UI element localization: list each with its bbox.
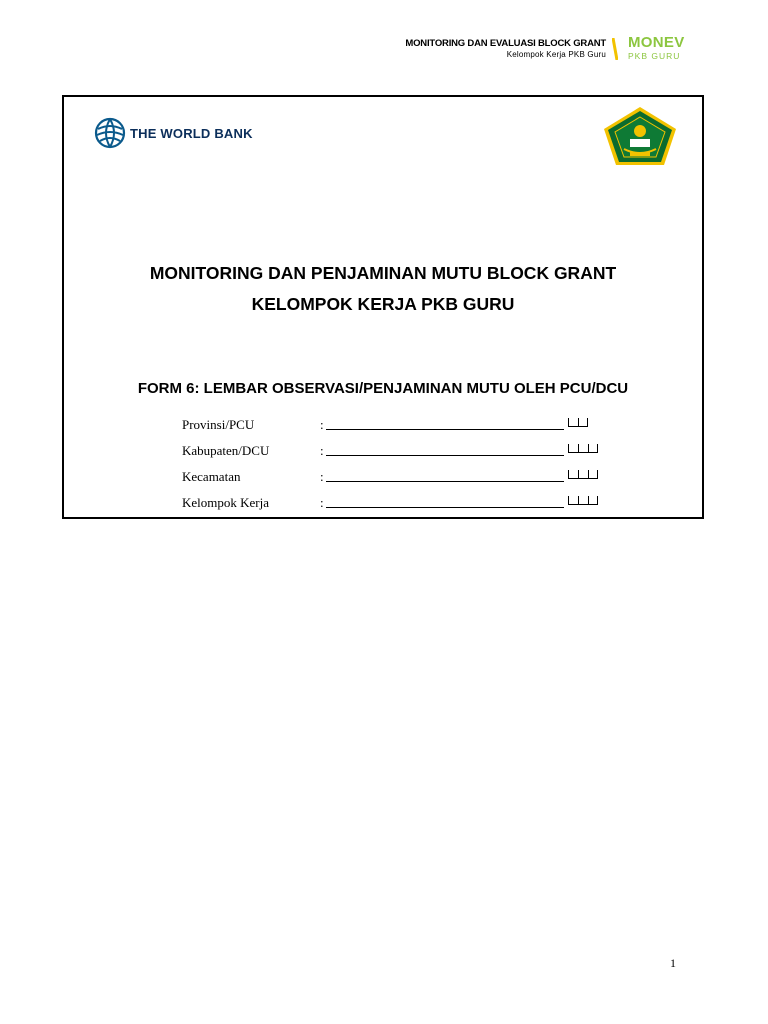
kelompok-kerja-code-boxes[interactable]	[568, 496, 598, 505]
field-label: Kelompok Kerja	[182, 495, 270, 510]
world-bank-text: THE WORLD BANK	[130, 125, 253, 141]
page-header	[0, 34, 768, 74]
page-number: 1	[670, 956, 676, 970]
code-box[interactable]	[578, 470, 588, 479]
kecamatan-code-boxes[interactable]	[568, 470, 598, 479]
code-box[interactable]	[588, 496, 598, 505]
header-text	[405, 38, 606, 60]
code-box[interactable]	[588, 444, 598, 453]
code-box[interactable]	[568, 470, 578, 479]
kecamatan-input-line[interactable]	[326, 481, 564, 482]
cover-title-line1: MONITORING DAN PENJAMINAN MUTU BLOCK GRANT	[149, 263, 617, 283]
code-box[interactable]	[568, 444, 578, 453]
provinsi-code-boxes[interactable]	[568, 418, 588, 427]
form-title: FORM 6: LEMBAR OBSERVASI/PENJAMINAN MUTU OLEH PCU/DCU	[137, 380, 629, 397]
code-box[interactable]	[568, 418, 578, 427]
field-colon: :	[320, 495, 324, 510]
provinsi-input-line[interactable]	[326, 429, 564, 430]
code-box[interactable]	[588, 470, 598, 479]
cover-frame	[62, 95, 704, 519]
code-box[interactable]	[578, 496, 588, 505]
header-subtitle: Kelompok Kerja PKB Guru	[506, 50, 606, 59]
code-box[interactable]	[568, 496, 578, 505]
monev-logo	[628, 34, 685, 61]
cover-title-line2: KELOMPOK KERJA PKB GURU	[251, 294, 515, 314]
field-label: Provinsi/PCU	[182, 417, 255, 432]
field-label: Kabupaten/DCU	[182, 443, 270, 458]
kabupaten-input-line[interactable]	[326, 455, 564, 456]
header-accent-bar-icon	[612, 38, 616, 60]
field-colon: :	[320, 469, 324, 484]
kementerian-agama-emblem-icon	[602, 105, 678, 172]
code-box[interactable]	[578, 444, 588, 453]
header-title: MONITORING DAN EVALUASI BLOCK GRANT	[405, 38, 606, 49]
kabupaten-code-boxes[interactable]	[568, 444, 598, 453]
world-bank-logo	[94, 117, 253, 149]
field-label: Kecamatan	[182, 469, 241, 484]
monev-logo-title: MONEV	[628, 34, 685, 51]
code-box[interactable]	[578, 418, 588, 427]
kelompok-kerja-input-line[interactable]	[326, 507, 564, 508]
monev-logo-subtitle: PKB GURU	[628, 51, 681, 61]
field-colon: :	[320, 443, 324, 458]
globe-icon	[94, 117, 126, 149]
field-colon: :	[320, 417, 324, 432]
